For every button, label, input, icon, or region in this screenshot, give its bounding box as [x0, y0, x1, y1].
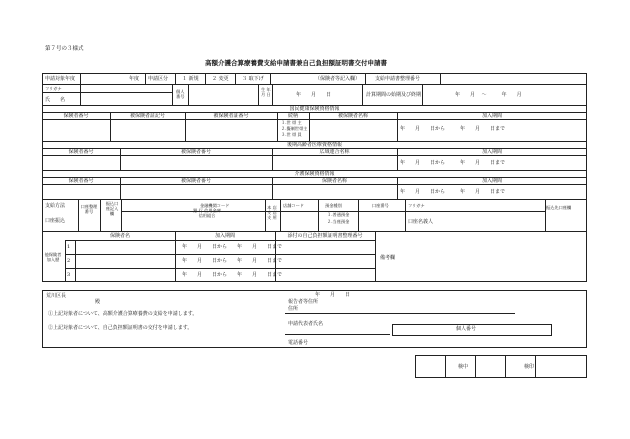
nhi-col-insurer-no: 保険者番号 — [63, 113, 89, 119]
bank-type-label: 銀 行 信用金庫 信用組合 — [193, 208, 221, 218]
deposit-type-label: 預金種別 — [325, 203, 342, 208]
account-transfer-label: 口座振込 — [45, 218, 66, 224]
holder-name-label: 口座名義人 — [408, 219, 434, 225]
dono-label: 殿 — [95, 299, 101, 305]
holder-furigana-label: フリガナ — [408, 203, 425, 208]
option-change[interactable]: ２ 変更 — [212, 76, 229, 82]
stamp-seal-label: 検印 — [524, 364, 535, 370]
elder-col-period: 加入期間 — [481, 149, 502, 155]
elder-section-title: 後期高齢者医療資格情報 — [286, 142, 342, 148]
care-col-period: 加入期間 — [481, 178, 502, 184]
elder-col-insurer-no: 保険者番号 — [68, 149, 94, 155]
birth-label: 生 年 月 日 — [261, 87, 271, 97]
elder-col-union: 広域連合名称 — [319, 149, 350, 155]
care-col-insurer-no: 保険者番号 — [68, 178, 94, 184]
birth-value[interactable]: 年 月 日 — [296, 92, 332, 98]
name-label: 氏 名 — [45, 97, 66, 103]
other-col-period: 加入期間 — [214, 233, 235, 239]
care-section-title: 介護保険資格情報 — [294, 171, 335, 177]
nhi-col-insurer-name: 被保険者名称 — [337, 113, 368, 119]
nhi-section-title: 国民健康保険資格情報 — [289, 106, 340, 112]
care-col-insurer-name: 保険者名称 — [321, 178, 347, 184]
other-row-3-no: 3 — [67, 272, 71, 278]
addressee: 荒川区長 — [46, 293, 67, 299]
other-row-1-period[interactable]: 年 月 日から 年 月 日まで — [182, 244, 283, 250]
nhi-col-number: 被保険者証番号 — [213, 113, 249, 119]
stamp-box — [415, 355, 587, 378]
nhi-relation-2[interactable]: ２.擬制世帯主 — [281, 126, 308, 131]
insurer-entry-note: （保険者等記入欄） — [315, 76, 361, 82]
nhi-relation-1[interactable]: １.世 帯 主 — [281, 120, 302, 125]
furigana-label: フリガナ — [45, 86, 62, 91]
other-insurer-side-label: 他保険者加入歴 — [44, 252, 62, 262]
other-row-3-period[interactable]: 年 月 日から 年 月 日まで — [182, 272, 283, 278]
elder-period-value[interactable]: 年 月 日から 年 月 日まで — [400, 160, 506, 166]
branch-code-label: 店舗コード — [283, 203, 304, 208]
statement-2: ②上記対象者について、自己負担額証明書の交付を申請します。 — [48, 325, 193, 331]
nhi-col-period: 加入期間 — [481, 113, 502, 119]
transfer-account-column: 振込口座記入欄 — [105, 201, 119, 216]
statement-1: ①上記対象者について、高額介護合算療養費の支給を申請します。 — [48, 311, 198, 317]
care-col-number: 被保険者番号 — [180, 178, 211, 184]
other-row-1-no: 1 — [67, 244, 71, 250]
address-label: 住所 — [288, 306, 299, 312]
payment-no-label: 支給申請書整理番号 — [375, 76, 421, 82]
account-no-label: 口座番号 — [372, 203, 389, 208]
period-value[interactable]: 年 月 ～ 年 月 — [455, 92, 522, 98]
deposit-ordinary[interactable]: １.普通預金 — [327, 212, 350, 217]
nhi-col-symbol: 被保険者証記号 — [129, 113, 165, 119]
year-unit: 年度 — [129, 76, 140, 82]
nhi-period-value[interactable]: 年 月 日から 年 月 日まで — [400, 126, 506, 132]
option-withdraw[interactable]: ３ 取下げ — [242, 76, 264, 82]
care-period-value[interactable]: 年 月 日から 年 月 日まで — [400, 189, 506, 195]
fiscal-year-label: 申請対象年度 — [45, 76, 76, 82]
deposit-current[interactable]: ２.当座預金 — [327, 219, 350, 224]
bank-note: 振込先口座欄 — [546, 205, 572, 210]
applicant-name-label: 申請代表者氏名 — [288, 321, 324, 327]
other-col-cert: 添付の自己負担額証明書整理番号 — [287, 233, 363, 239]
nhi-col-relation: 続柄 — [287, 113, 298, 119]
branch-label: 本 店 支 店 支 所 — [267, 205, 277, 220]
reporter-label: 報告者等住所 — [288, 299, 319, 305]
other-col-name: 保険者名 — [109, 233, 130, 239]
elder-col-number: 被保険者番号 — [180, 149, 211, 155]
fin-code-label: 金融機関コード — [200, 203, 230, 208]
category-label: 申請区分 — [148, 76, 169, 82]
other-row-2-period[interactable]: 年 月 日から 年 月 日まで — [182, 258, 283, 264]
nhi-relation-3[interactable]: ３.世 帯 員 — [281, 132, 302, 137]
pay-no-label: 口座整理番号 — [80, 204, 98, 214]
form-number: 第７号の３様式 — [45, 46, 84, 52]
stamp-check-label: 検中 — [458, 364, 469, 370]
personal-no-label: 個人番号 — [176, 89, 185, 99]
bottom-personal-no-label: 個人番号 — [456, 326, 477, 332]
period-label: 計算期間の始期及び終期 — [366, 92, 422, 98]
page-title: 高額介護合算療養費支給申請書兼自己負担額証明書交付申請書 — [205, 59, 387, 67]
remarks-label: 備考欄 — [380, 255, 396, 261]
payment-method-label: 支給方法 — [45, 203, 66, 209]
option-new[interactable]: １ 新規 — [182, 76, 199, 82]
other-row-2-no: 2 — [67, 258, 71, 264]
application-date[interactable]: 年 月 日 — [315, 292, 351, 298]
phone-label: 電話番号 — [288, 340, 309, 346]
